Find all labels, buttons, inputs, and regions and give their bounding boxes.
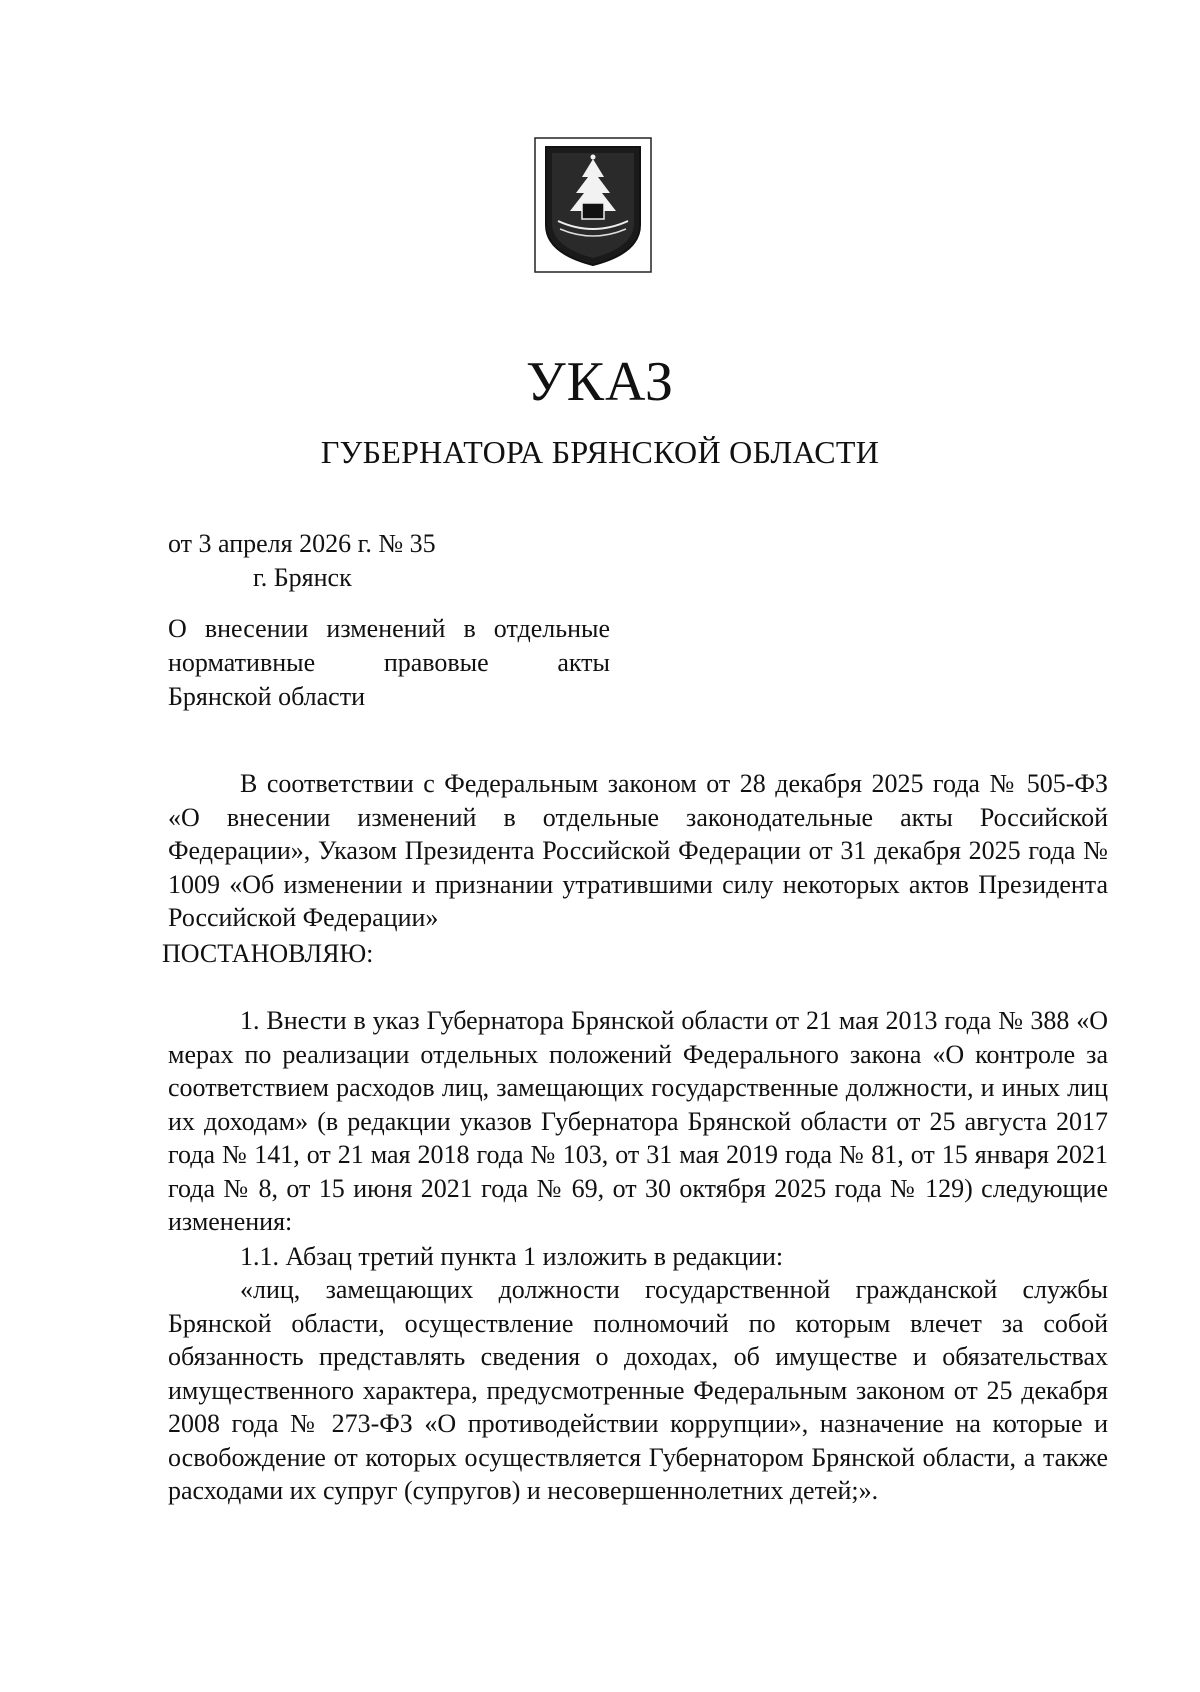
subject-line: нормативные правовые акты — [168, 648, 610, 677]
document-issuer: ГУБЕРНАТОРА БРЯНСКОЙ ОБЛАСТИ — [320, 434, 880, 470]
preamble-paragraph: В соответствии с Федеральным законом от 28 декабря 2025 года № 505-ФЗ «О внесении изменений в отдельные законодательные акты Российской Федерации», Указом Президента Российской Федерации от 31 декабря 2025 года № 1009 «Об изменении и признании утратившими силу некоторых актов Президента Российской Федерации» — [168, 769, 1108, 932]
subject-line: Брянской области — [168, 682, 365, 711]
document-subject — [168, 612, 610, 714]
item-1-1-paragraph: 1.1. Абзац третий пункта 1 изложить в редакции: — [240, 1242, 784, 1271]
document-title: УКАЗ — [525, 351, 675, 413]
decree-word: ПОСТАНОВЛЯЮ: — [162, 939, 374, 968]
subject-line: О внесении изменений в отдельные — [168, 614, 610, 643]
quoted-amendment-paragraph: «лиц, замещающих должности государственной гражданской службы Брянской области, осуществление полномочий по которым влечет за собой обязанность представлять сведения о доходах, об имуществе и обязательствах имущественного характера, предусмотренные Федеральным законом от 25 декабря 2008 года № 273-ФЗ «О противодействии коррупции», назначение на которые и освобождение от которых осуществляется Губернатором Брянской области, а также расходами их супруг (супругов) и несовершеннолетних детей;». — [168, 1275, 1108, 1505]
document-date-number: от 3 апреля 2026 г. № 35 — [168, 529, 436, 558]
document-city: г. Брянск — [253, 563, 352, 592]
coat-of-arms-icon — [534, 137, 652, 273]
item-1-paragraph: 1. Внести в указ Губернатора Брянской области от 21 мая 2013 года № 388 «О мерах по реализации отдельных положений Федерального закона «О контроле за соответствием расходов лиц, замещающих государственные должности, и иных лиц их доходам» (в редакции указов Губернатора Брянской области от 25 августа 2017 года № 141, от 21 мая 2018 года № 103, от 31 мая 2019 года № 81, от 15 января 2021 года № 8, от 15 июня 2021 года № 69, от 30 октября 2025 года № 129) следующие изменения: — [168, 1006, 1108, 1236]
